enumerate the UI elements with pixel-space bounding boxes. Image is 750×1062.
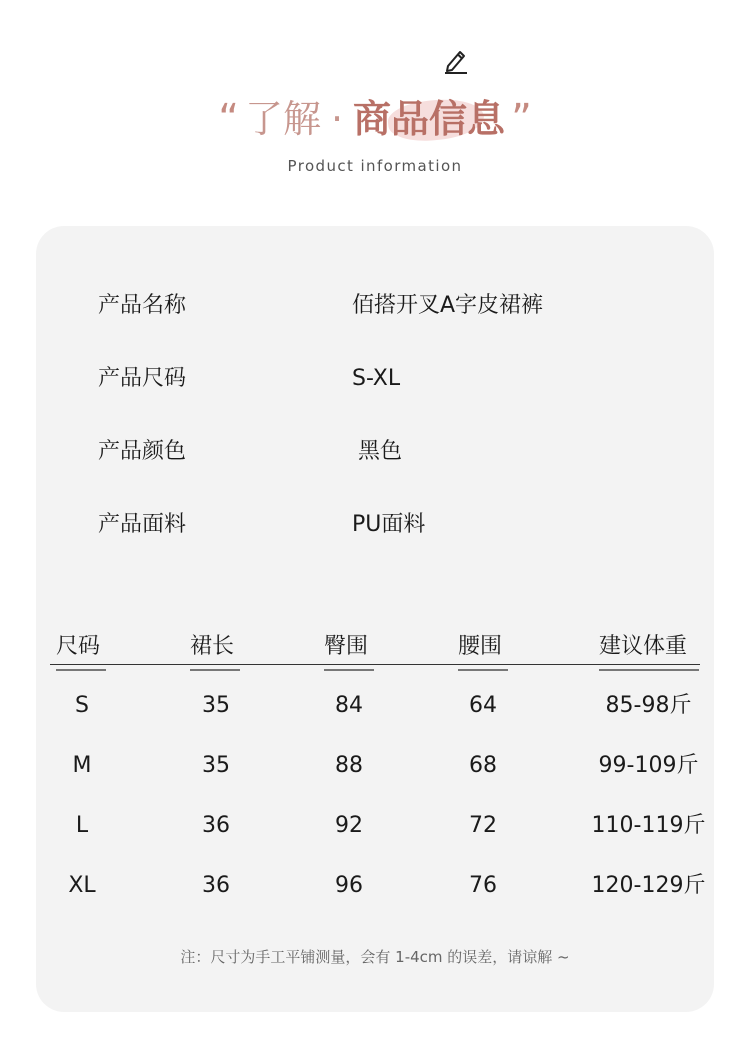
info-label: 产品颜色 [98, 439, 187, 464]
table-cell: M [72, 753, 92, 778]
table-cell: 88 [335, 753, 363, 778]
table-header: 腰围 [458, 634, 503, 659]
quote-close: ” [511, 96, 532, 142]
info-label: 产品面料 [98, 512, 187, 537]
table-cell: 92 [335, 813, 363, 838]
heading-light-text: 了解 [244, 97, 321, 141]
table-cell: 64 [469, 693, 497, 718]
table-header: 裙长 [190, 634, 235, 659]
table-cell: 96 [335, 873, 363, 898]
table-cell: 99-109斤 [598, 753, 699, 778]
table-cell: 36 [202, 873, 230, 898]
table-header: 臀围 [324, 634, 369, 659]
table-cell: 35 [202, 753, 230, 778]
heading-subtitle: Product information [287, 157, 463, 175]
heading-bold-text: 商品信息 [353, 97, 506, 141]
table-cell: 76 [469, 873, 497, 898]
info-value: S-XL [352, 366, 401, 391]
info-value: PU面料 [352, 512, 426, 537]
table-cell: 85-98斤 [605, 693, 692, 718]
header-underline [56, 669, 106, 671]
measurement-note: 注：尺寸为手工平铺测量，会有 1-4cm 的误差，请谅解 ~ [180, 948, 570, 966]
header-underline [324, 669, 374, 671]
table-cell: 68 [469, 753, 497, 778]
table-cell: XL [68, 873, 96, 898]
table-header: 建议体重 [599, 634, 688, 659]
header-divider [50, 664, 700, 665]
header-underline [458, 669, 508, 671]
table-cell: L [75, 813, 89, 838]
table-cell: 36 [202, 813, 230, 838]
section-heading [0, 92, 750, 146]
header-underline [190, 669, 240, 671]
heading-dot: · [330, 97, 344, 141]
info-value: 黑色 [358, 439, 403, 464]
header-underline [599, 669, 699, 671]
info-label: 产品名称 [98, 293, 187, 318]
info-card [36, 226, 714, 1012]
table-cell: 84 [335, 693, 363, 718]
table-cell: 72 [469, 813, 497, 838]
table-cell: 120-129斤 [591, 873, 706, 898]
quote-open: “ [218, 96, 239, 142]
info-label: 产品尺码 [98, 366, 187, 391]
table-header: 尺码 [56, 634, 101, 659]
table-cell: 35 [202, 693, 230, 718]
table-cell: 110-119斤 [591, 813, 706, 838]
table-cell: S [75, 693, 89, 718]
pencil-icon [443, 46, 469, 74]
info-value: 佰搭开叉A字皮裙裤 [352, 293, 544, 318]
